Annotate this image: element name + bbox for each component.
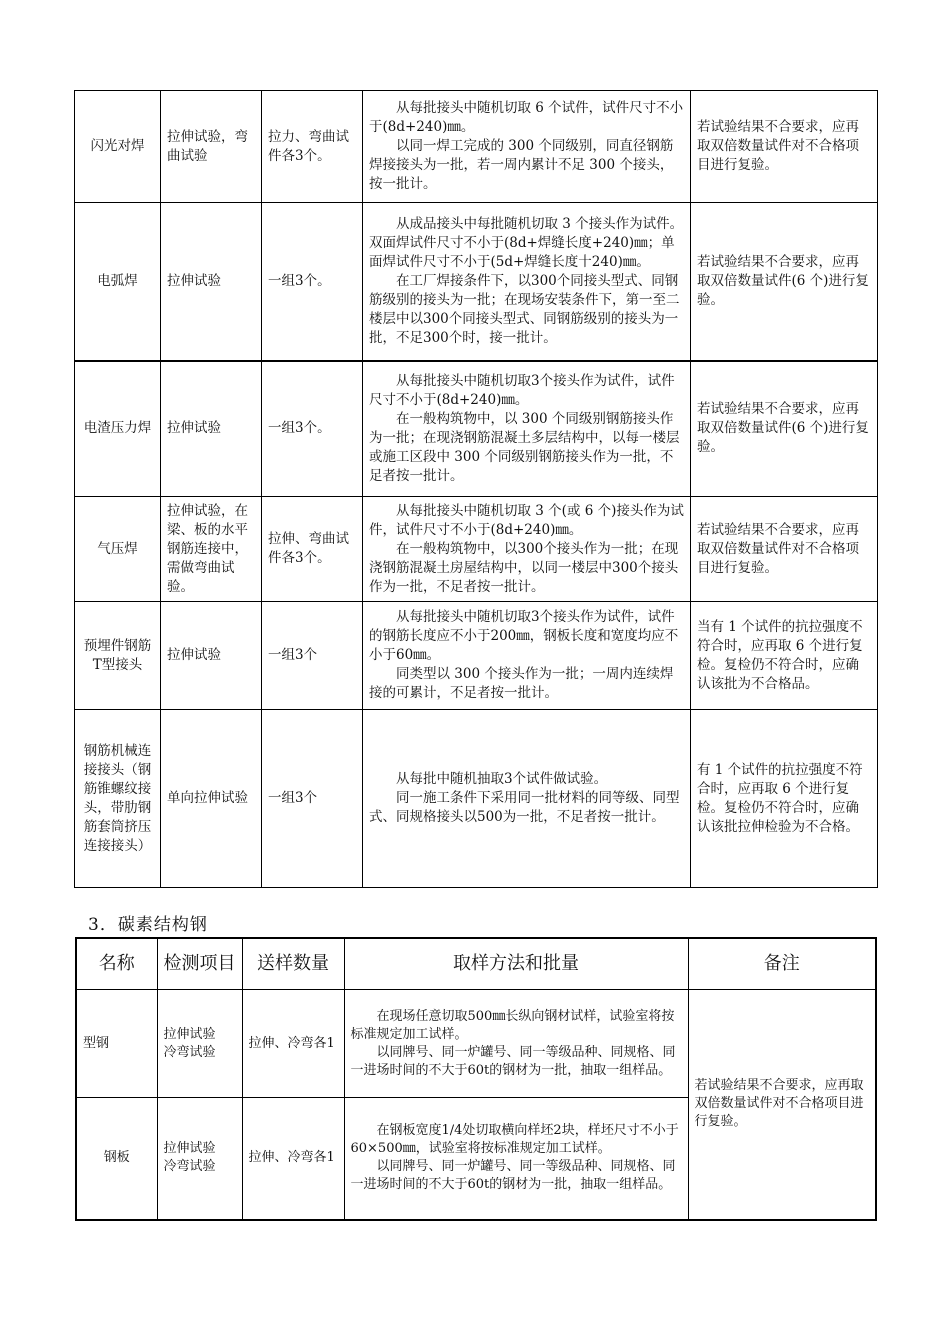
table-row: [75, 203, 878, 361]
column-header: 送样数量: [242, 938, 344, 990]
table-row: [75, 497, 878, 602]
sample-quantity: 一组3个: [262, 602, 363, 710]
sampling-method: [363, 361, 691, 497]
method-paragraph: 以同牌号、同一炉罐号、同一等级品种、同规格、同一进场时间的不大于60t的钢材为一批，抽取一组样品。: [350, 1159, 676, 1193]
table-row: [76, 990, 876, 1098]
method-paragraph: 在一般构筑物中，以 300 个同级别钢筋接头作为一批；在现浇钢筋混凝土多层结构中，以每一楼层或施工区段中 300 个同级别钢筋接头作为一批，不足者按一批计。: [369, 410, 680, 484]
method-paragraph: 以同牌号、同一炉罐号、同一等级品种、同规格、同一进场时间的不大于60t的钢材为一批，抽取一组样品。: [350, 1044, 676, 1078]
column-header: 取样方法和批量: [344, 938, 688, 990]
column-header: 备注: [688, 938, 876, 990]
welding-sampling-table: [74, 90, 878, 888]
sample-quantity: 一组3个。: [262, 203, 363, 361]
sample-quantity: 拉力、弯曲试件各3个。: [262, 91, 363, 203]
sampling-method: [363, 602, 691, 710]
test-item: 拉伸试验: [161, 203, 262, 361]
remark: 若试验结果不合要求，应再取双倍数量试件对不合格项目进行复验。: [691, 497, 878, 602]
remark: 若试验结果不合要求，应再取双倍数量试件(6 个)进行复验。: [691, 203, 878, 361]
method-paragraph: 从每批接头中随机切取 6 个试件，试件尺寸不小于(8d+240)㎜。: [369, 100, 684, 135]
test-item: 拉伸试验，弯曲试验: [161, 91, 262, 203]
method-paragraph: 在一般构筑物中，以300个接头作为一批；在现浇钢筋混凝土房屋结构中，以同一楼层中300个接头作为一批，不足者按一批计。: [369, 540, 679, 595]
method-paragraph: 从每批接头中随机切取3个接头作为试件，试件的钢筋长度应不小于200㎜，钢板长度和宽度均应不小于60㎜。: [369, 609, 679, 663]
item-name: 钢筋机械连接接头（钢筋锥螺纹接头，带肋钢筋套筒挤压连接接头）: [75, 710, 161, 888]
method-paragraph: 从每批接头中随机切取3个接头作为试件，试件尺寸不小于(8d+240)㎜。: [369, 372, 675, 408]
method-paragraph: 从每批接头中随机切取 3 个(或 6 个)接头作为试件，试件尺寸不小于(8d+240)㎜。: [369, 502, 684, 538]
item-name: 闪光对焊: [75, 91, 161, 203]
column-header: 名称: [76, 938, 157, 990]
item-name: 电渣压力焊: [75, 361, 161, 497]
item-name: 气压焊: [75, 497, 161, 602]
sample-quantity: 一组3个: [262, 710, 363, 888]
method-paragraph: 在工厂焊接条件下，以300个同接头型式、同钢筋级别的接头为一批；在现场安装条件下，第一至二楼层中以300个同接头型式、同钢筋级别的接头为一批，不足300个时，接一批计。: [369, 272, 680, 346]
sample-quantity: 拉伸、弯曲试件各3个。: [262, 497, 363, 602]
sampling-method: [363, 497, 691, 602]
sampling-method: [363, 91, 691, 203]
carbon-steel-table: [75, 937, 877, 1221]
remark: 当有 1 个试件的抗拉强度不符合时，应再取 6 个进行复检。复检仍不符合时，应确认该批为不合格品。: [691, 602, 878, 710]
remark: 若试验结果不合要求，应再取双倍数量试件对不合格项目进行复验。: [691, 91, 878, 203]
table-header-row: [76, 938, 876, 990]
section-heading: 3．碳素结构钢: [88, 915, 208, 935]
sample-quantity: 拉伸、冷弯各1: [242, 990, 344, 1098]
sample-quantity: 拉伸、冷弯各1: [242, 1098, 344, 1220]
test-item: 拉伸试验 冷弯试验: [157, 990, 242, 1098]
test-item: 拉伸试验，在梁、板的水平钢筋连接中，需做弯曲试验。: [161, 497, 262, 602]
method-paragraph: 在钢板宽度1/4处切取横向样坯2块，样坯尺寸不小于60×500㎜，试验室将按标准规定加工试样。: [350, 1123, 679, 1157]
table-row: [75, 361, 878, 497]
table-row: [75, 710, 878, 888]
remark: 有 1 个试件的抗拉强度不符合时，应再取 6 个进行复检。复检仍不符合时，应确认该批拉伸检验为不合格。: [691, 710, 878, 888]
column-header: 检测项目: [157, 938, 242, 990]
method-paragraph: 从成品接头中每批随机切取 3 个接头作为试件。双面焊试件尺寸不小于(8d+焊缝长度+240)㎜；单面焊试件尺寸不小于(5d+焊缝长度十240)㎜。: [369, 215, 684, 270]
method-paragraph: 在现场任意切取500㎜长纵向钢材试样，试验室将按标准规定加工试样。: [350, 1008, 675, 1042]
item-name: 型钢: [76, 990, 157, 1098]
item-name: 电弧焊: [75, 203, 161, 361]
sampling-method: [363, 203, 691, 361]
item-name: 预埋件钢筋T型接头: [75, 602, 161, 710]
sampling-method: [344, 1098, 688, 1220]
remark: 若试验结果不合要求，应再取双倍数量试件(6 个)进行复验。: [691, 361, 878, 497]
test-item: 拉伸试验: [161, 602, 262, 710]
item-name: 钢板: [76, 1098, 157, 1220]
remark: 若试验结果不合要求，应再取双倍数量试件对不合格项目进行复验。: [688, 990, 876, 1220]
test-item: 拉伸试验 冷弯试验: [157, 1098, 242, 1220]
sample-quantity: 一组3个。: [262, 361, 363, 497]
test-item: 拉伸试验: [161, 361, 262, 497]
test-item: 单向拉伸试验: [161, 710, 262, 888]
method-paragraph: 从每批中随机抽取3个试件做试验。: [396, 771, 608, 787]
method-paragraph: 同一施工条件下采用同一批材料的同等级、同型式、同规格接头以500为一批，不足者按一批计。: [369, 790, 680, 825]
table-row: [75, 91, 878, 203]
table-row: [75, 602, 878, 710]
method-paragraph: 同类型以 300 个接头作为一批；一周内连续焊接的可累计，不足者按一批计。: [369, 666, 674, 701]
method-paragraph: 以同一焊工完成的 300 个同级别，同直径钢筋焊接接头为一批，若一周内累计不足 300 个接头，按一批计。: [369, 138, 674, 192]
sampling-method: [363, 710, 691, 888]
sampling-method: [344, 990, 688, 1098]
